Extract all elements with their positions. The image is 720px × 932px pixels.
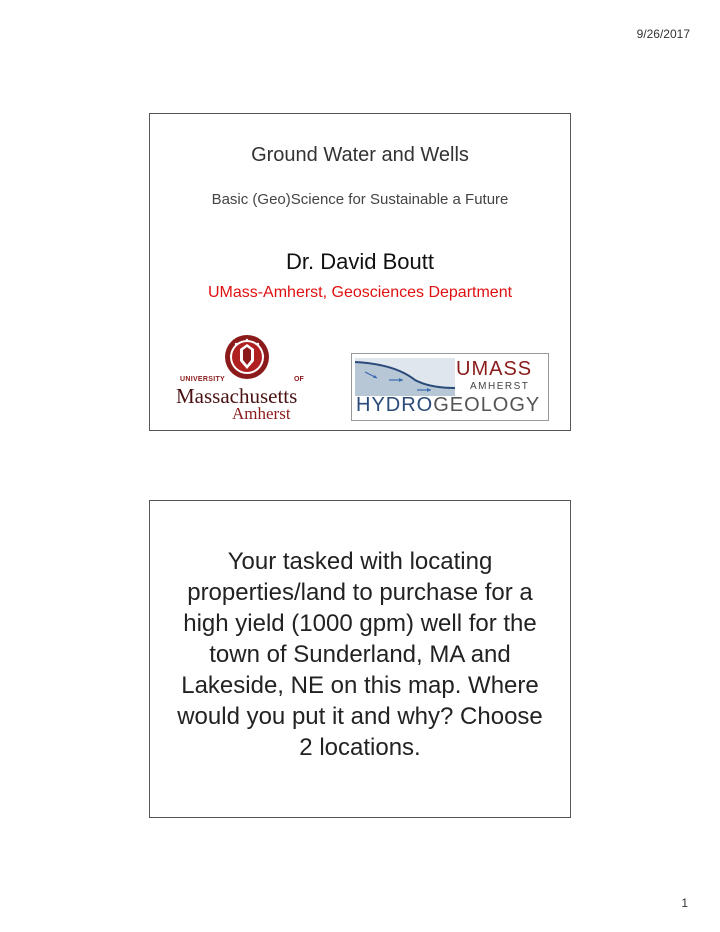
- logo-geology-part: GEOLOGY: [433, 394, 541, 416]
- logo-amherst-text: Amherst: [232, 404, 291, 423]
- umass-amherst-logo: [176, 334, 316, 422]
- author-name: Dr. David Boutt: [286, 249, 434, 274]
- logo-hydro-part: HYDRO: [356, 394, 434, 416]
- groundwater-flow-icon: [355, 358, 455, 396]
- slide-title: Ground Water and Wells: [251, 144, 469, 166]
- page-number: 1: [681, 896, 688, 910]
- slide-subtitle: Basic (Geo)Science for Sustainable a Future: [211, 191, 509, 208]
- author-affiliation: UMass-Amherst, Geosciences Department: [207, 284, 513, 301]
- logo-of-text: OF: [294, 376, 304, 383]
- logo-hydrogeology-text: [356, 394, 540, 417]
- logo-umass-text: UMASS: [456, 358, 533, 380]
- university-seal-icon: [224, 334, 270, 380]
- page-date: 9/26/2017: [636, 27, 690, 41]
- title-slide: [149, 113, 571, 431]
- logo-amherst-small-text: AMHERST: [470, 381, 530, 392]
- task-slide: [149, 500, 571, 818]
- logo-massachusetts-text: Massachusetts: [176, 384, 298, 408]
- logo-university-text: UNIVERSITY: [180, 376, 226, 383]
- umass-hydrogeology-logo: [351, 353, 549, 421]
- task-description: Your tasked with locating properties/land to purchase for a high yield (1000 gpm) well for the town of Sunderland, MA and Lakeside, NE on this map. Where would you put it and why? Choose 2 locations.: [177, 548, 543, 761]
